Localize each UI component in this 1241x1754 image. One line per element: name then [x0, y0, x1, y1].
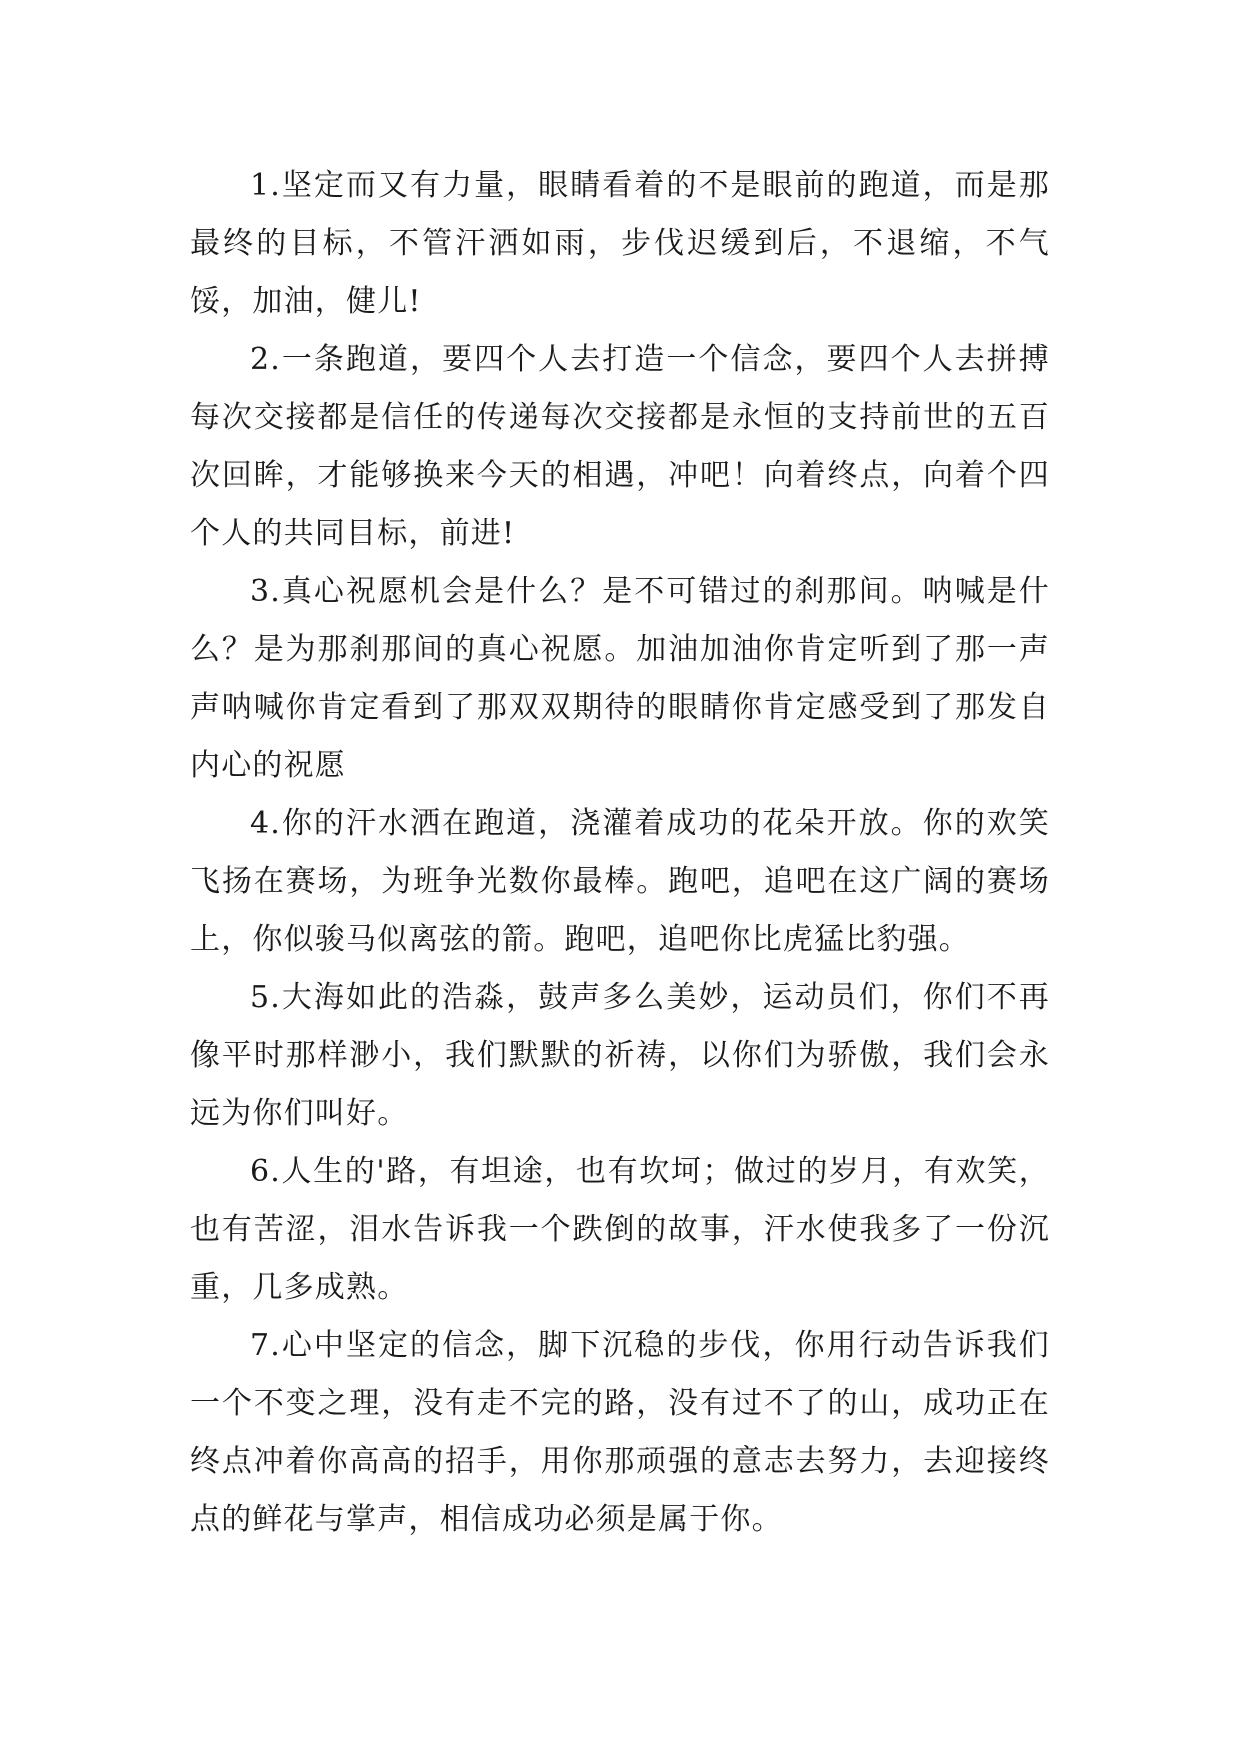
paragraph-2: 2.一条跑道，要四个人去打造一个信念，要四个人去拼搏每次交接都是信任的传递每次交接都是永恒的支持前世的五百次回眸，才能够换来今天的相遇，冲吧！向着终点，向着个四个人的共同目标，前进!	[190, 342, 1050, 551]
paragraph-4: 4.你的汗水洒在跑道，浇灌着成功的花朵开放。你的欢笑飞扬在赛场，为班争光数你最棒。跑吧，追吧在这广阔的赛场上，你似骏马似离弦的箭。跑吧，追吧你比虎猛比豹强。	[190, 806, 1050, 957]
document-body	[190, 157, 1050, 1549]
paragraph-7: 7.心中坚定的信念，脚下沉稳的步伐，你用行动告诉我们一个不变之理，没有走不完的路，没有过不了的山，成功正在终点冲着你高高的招手，用你那顽强的意志去努力，去迎接终点的鲜花与掌声，相信成功必须是属于你。	[190, 1328, 1050, 1537]
paragraph-5: 5.大海如此的浩淼，鼓声多么美妙，运动员们，你们不再像平时那样渺小，我们默默的祈祷，以你们为骄傲，我们会永远为你们叫好。	[190, 980, 1050, 1131]
paragraph-1: 1.坚定而又有力量，眼睛看着的不是眼前的跑道，而是那最终的目标，不管汗洒如雨，步伐迟缓到后，不退缩，不气馁，加油，健儿!	[190, 168, 1050, 319]
paragraph-6: 6.人生的'路，有坦途，也有坎坷；做过的岁月，有欢笑，也有苦涩，泪水告诉我一个跌倒的故事，汗水使我多了一份沉重，几多成熟。	[190, 1154, 1050, 1305]
paragraph-3: 3.真心祝愿机会是什么？是不可错过的刹那间。呐喊是什么？是为那刹那间的真心祝愿。加油加油你肯定听到了那一声声呐喊你肯定看到了那双双期待的眼睛你肯定感受到了那发自内心的祝愿	[190, 574, 1050, 783]
